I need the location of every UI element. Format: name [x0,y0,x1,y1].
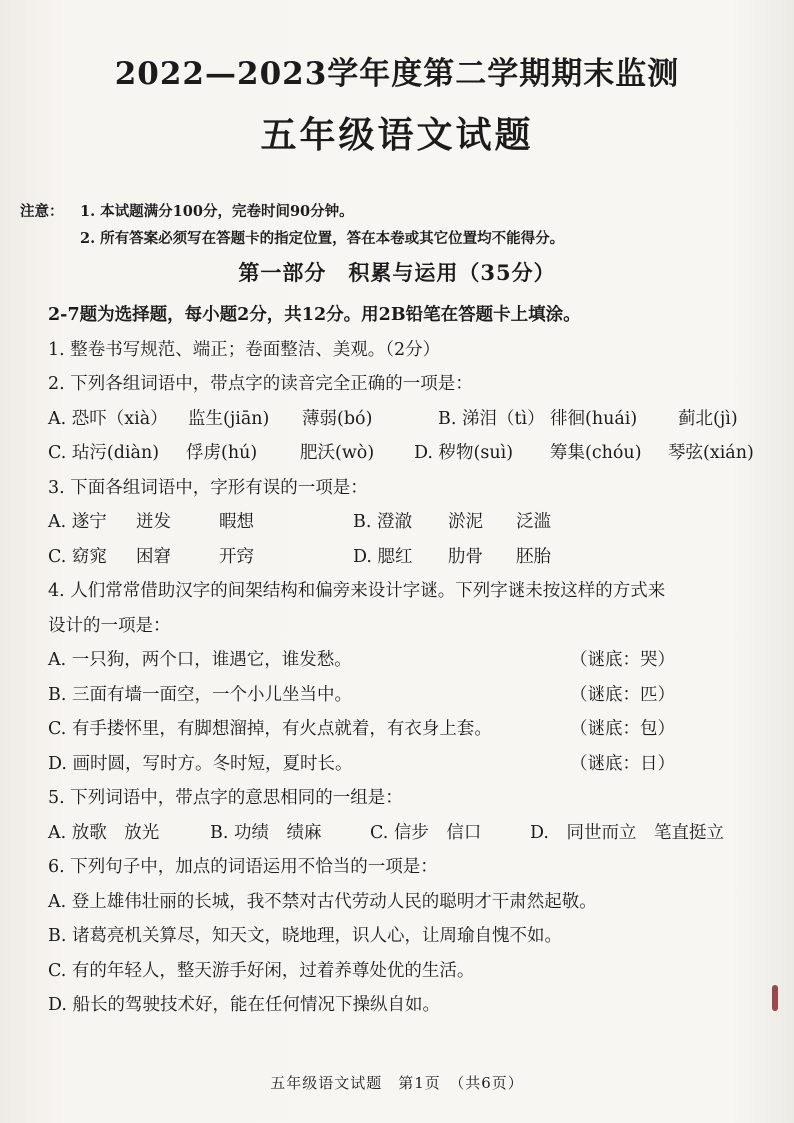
q2-option-c-2: 俘虏(hú) [186,443,258,463]
question-3-stem: 3. 下面各组词语中，字形有误的一项是： [48,477,368,498]
ink-mark [772,985,778,1011]
exam-title-subject: 五年级语文试题 [260,114,534,156]
question-4-stem-line1: 4. 人们常常借助汉字的间架结构和偏旁来设计字谜。下列字谜未按这样的方式来 [48,581,666,601]
question-2-row-cd [48,436,778,471]
question-2-row-ab [48,402,778,437]
q5-option-b: B. 功绩 绩麻 [210,822,322,843]
q6-option-b: B. 诸葛亮机关算尽，知天文，晓地理，识人心，让周瑜自愧不如。 [48,926,562,946]
q3-option-c-2: 困窘 [136,546,171,567]
q4-option-a-text: A. 一只狗，两个口，谁遇它，谁发愁。 [48,650,352,670]
q4-option-c [48,712,778,747]
q4-option-a [48,643,778,678]
q3-option-a-1: A. 遂宁 [48,512,107,532]
question-body [48,298,778,1023]
q2-option-d-2: 筹集(chóu) [550,443,642,463]
q3-option-c-1: C. 窈窕 [48,546,107,567]
q4-option-d [48,747,778,782]
question-4-stem-line2: 设计的一项是： [48,615,171,636]
q2-option-c-1: C. 玷污(diàn) [48,443,160,463]
exam-title-term: 2022—2023学年度第二学期期末监测 [114,56,680,92]
q6-option-a: A. 登上雄伟壮丽的长城，我不禁对古代劳动人民的聪明才干肃然起敬。 [48,891,597,912]
q2-option-d-3: 琴弦(xián) [668,443,754,463]
notice-item-1: 1. 本试题满分100分，完卷时间90分钟。 [80,203,354,220]
question-3-row-ab [48,505,778,540]
q3-option-c-3: 开窍 [219,546,254,567]
section-instruction: 2-7题为选择题，每小题2分，共12分。用2B铅笔在答题卡上填涂。 [48,305,581,325]
q3-option-d-2: 肋骨 [448,546,483,567]
q4-option-d-text: D. 画时圆，写时方。冬时短，夏时长。 [48,753,353,774]
section-title: 第一部分 积累与运用（35分） [238,260,556,285]
q2-option-b-1: B. 涕泪（tì） [438,408,545,429]
q3-option-b-2: 淤泥 [448,512,483,532]
q6-option-d: D. 船长的驾驶技术好，能在任何情况下操纵自如。 [48,995,441,1015]
notice-block [20,198,780,252]
q5-option-a: A. 放歌 放光 [48,822,160,843]
question-6-stem: 6. 下列句子中，加点的词语运用不恰当的一项是： [48,857,438,877]
q2-option-c-3: 肥沃(wò) [300,443,375,463]
q4-option-d-answer: （谜底：日） [570,753,675,774]
q3-option-d-1: D. 腮红 [353,546,413,567]
q3-option-b-1: B. 澄澈 [353,512,412,532]
q6-option-c: C. 有的年轻人，整天游手好闲，过着养尊处优的生活。 [48,960,475,981]
q4-option-c-answer: （谜底：包） [570,719,675,739]
q5-option-c: C. 信步 信口 [370,822,482,843]
q2-option-a-2: 监生(jiān) [188,408,270,429]
q2-option-b-3: 蓟北(jì) [678,408,738,429]
question-5-options [48,816,778,851]
q4-option-a-answer: （谜底：哭） [570,650,675,670]
q4-option-c-text: C. 有手搂怀里，有脚想溜掉，有火点就着，有衣身上套。 [48,719,492,739]
q3-option-a-2: 迸发 [136,512,171,532]
q4-option-b-answer: （谜底：匹） [570,684,675,705]
q2-option-d-1: D. 秽物(suì) [414,443,514,463]
question-3-row-cd [48,540,778,575]
question-2-stem: 2. 下列各组词语中，带点字的读音完全正确的一项是： [48,374,473,394]
page-footer: 五年级语文试题 第1页 （共6页） [270,1074,524,1092]
notice-label: 注意： [20,203,64,220]
q3-option-b-3: 泛滥 [516,512,551,532]
notice-item-2: 2. 所有答案必须写在答题卡的指定位置，答在本卷或其它位置均不能得分。 [80,230,565,247]
q2-option-b-2: 徘徊(huái) [550,408,638,429]
q2-option-a-1: A. 恐吓（xià） [48,408,168,429]
q4-option-b-text: B. 三面有墙一面空，一个小儿坐当中。 [48,684,352,705]
question-5-stem: 5. 下列词语中，带点字的意思相同的一组是： [48,788,403,808]
q3-option-d-3: 胚胎 [516,546,551,567]
q3-option-a-3: 暇想 [219,512,254,532]
q4-option-b [48,678,778,713]
question-1: 1. 整卷书写规范、端正；卷面整洁、美观。（2分） [48,339,441,360]
q5-option-d: D. 同世而立 笔直挺立 [530,822,724,843]
q2-option-a-3: 薄弱(bó) [302,408,373,429]
